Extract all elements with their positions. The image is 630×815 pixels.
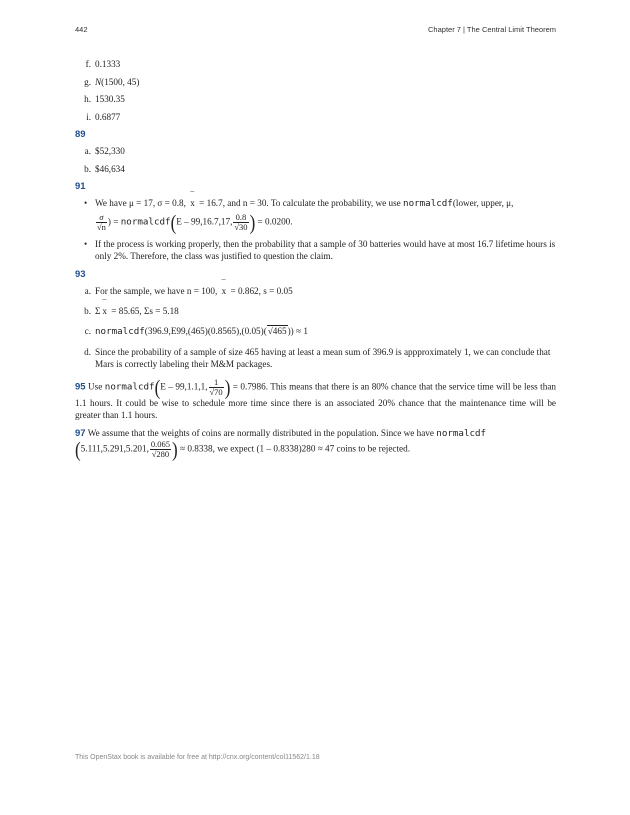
chapter-title: Chapter 7 | The Central Limit Theorem xyxy=(428,25,556,34)
question-97: 97 We assume that the weights of coins are normally distributed in the population. Since we have normalcdf (5.111,5.291,5.201, $\frac{0.065}{√280}$ ) ≈ 0.8338, we expect (1 – 0.8338)280 ≈ 47 coins to be rejected. xyxy=(75,428,487,461)
page-footer: This OpenStax book is available for free at http://cnx.org/content/col11562/1.18 xyxy=(75,754,320,761)
question-number: 93 xyxy=(75,269,86,280)
question-number: 95 xyxy=(75,381,86,393)
list-item: i. 0.6877 xyxy=(86,111,121,122)
answer-key xyxy=(75,58,556,463)
list-item: d. Since the probability of a sample of size 465 having at least a mean sum of 396.9 is appproximately 1, we can conclude that Mars is correctly labeling their M&M packages. xyxy=(84,347,551,369)
question-number: 97 xyxy=(75,428,86,439)
question-89 xyxy=(75,128,556,141)
page-number: 442 xyxy=(75,25,88,34)
fraction: $\frac{0.065}{√280}$ xyxy=(150,439,171,459)
question-93 xyxy=(75,268,556,281)
bullet-item: • If the process is working properly, then the probability that a sample of 30 batteries would have at most 16.7 lifetime hours is only 2%. Therefore, the class was justified to question the claim. xyxy=(84,239,556,261)
question-95: 95 Use normalcdf(E – 99,1.1,1, $\frac{1}{√70}$ ) = 0.7986. This means that there is an 80% chance that the service time will be less than 1.1 hours. It could be wise to schedule more time since there is an associated 20% chance that the maintenance time will be greater than 1.1 hours. xyxy=(75,375,556,420)
question-number: 89 xyxy=(75,129,86,140)
fraction: $\frac{1}{√70}$ xyxy=(209,377,223,397)
question-91 xyxy=(75,180,556,193)
list-item: f. 0.1333 xyxy=(85,59,121,69)
list-item: a. For the sample, we have n = 100, ¯ x = 0.862, s = 0.05 xyxy=(75,285,556,297)
question-number: 91 xyxy=(75,181,86,192)
list-item: c. normalcdf(396.9,E99,(465)(0.8565),(0.05)(√465)) ≈ 1 xyxy=(84,326,308,337)
list-item: g. N(1500, 45) xyxy=(84,76,140,87)
list-item: a. $52,330 xyxy=(84,146,125,156)
list-item: h. 1530.35 xyxy=(84,94,125,104)
fraction: $\frac{\sigma}{√n}$ xyxy=(97,212,106,232)
fraction: $\frac{0.8}{√30}$ xyxy=(234,212,248,232)
list-item: b. $46,634 xyxy=(84,163,125,174)
bullet-item: • We have μ = 17, σ = 0.8, ¯ x = 16.7, and n = 30. To calculate the probability, we use normalcdf(lower, upper, μ, $\frac{\sigma}{√n}$ ) = normalcdf(E – 99,16.7,17, $\frac{0.8}{√30}$ ) = 0.0200. xyxy=(75,197,556,232)
list-item: b. Σ¯ x = 85.65, Σs = 5.18 xyxy=(75,305,556,317)
